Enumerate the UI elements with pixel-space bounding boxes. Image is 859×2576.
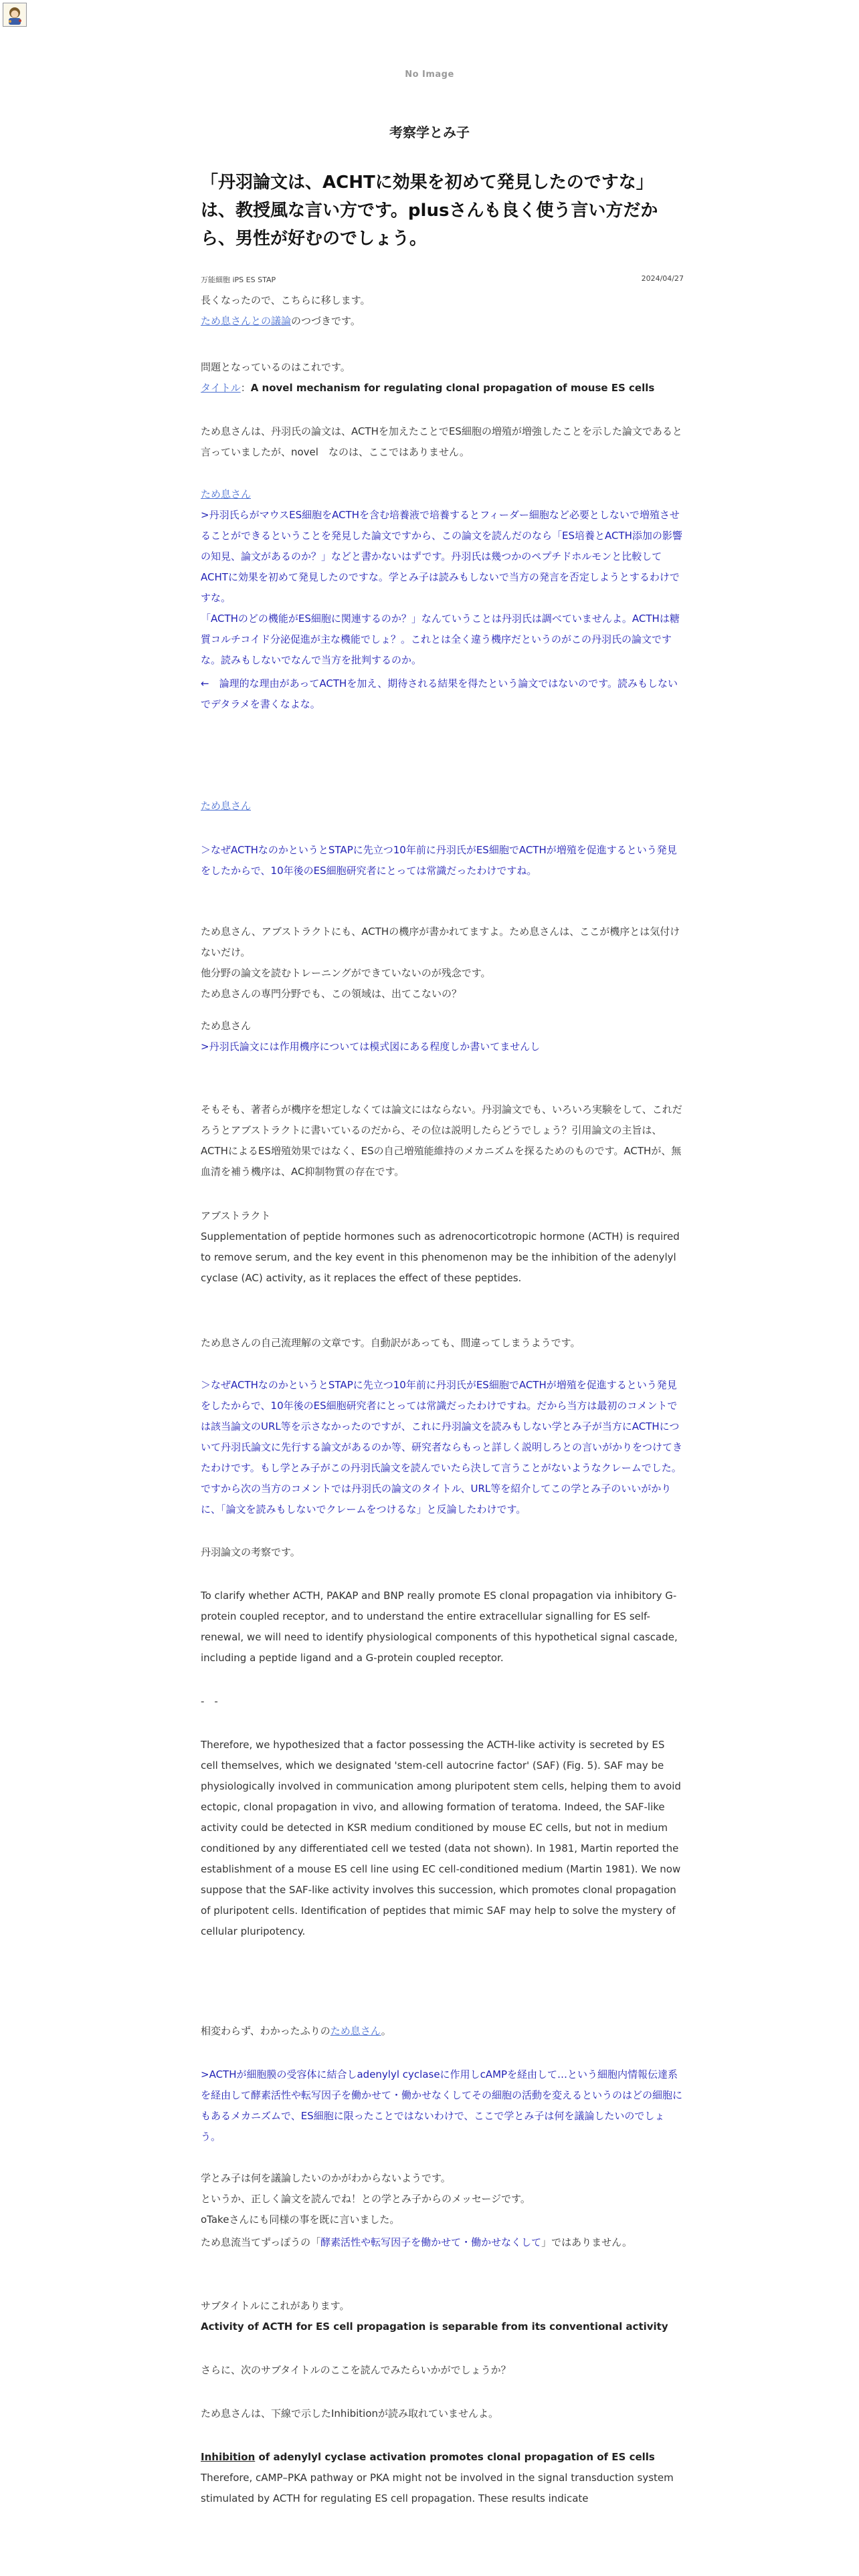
paragraph-inhibition: ため息さんは、下線で示したInhibitionが読み取れていませんよ。	[201, 2407, 499, 2420]
paragraph-pretend	[201, 2021, 684, 2042]
tameiki-link-1[interactable]: ため息さん	[201, 488, 252, 500]
tameiki-link-2[interactable]: ため息さん	[201, 800, 252, 812]
quote-block-4: ＞なぜACTHなのかというとSTAPに先立つ10年前に丹羽氏がES細胞でACTHが増殖を促進するという発見をしたからで、10年後のES細胞研究者にとっては常識だったわけですね。だから当方は最初のコメントでは該当論文のURL等を示さなかったのですが、これに丹羽論文を読みもしない学とみ子が当方にACTHについて丹羽氏論文に先行する論文があるのか等、研究者ならもっと詳しく説明しろとの言いがかりをつけてきたわけです。もし学とみ子がこの丹羽氏論文を読んでいたら決して言うことがないようなクレームでした。ですから次の当方のコメントでは丹羽氏の論文のタイトル、URL等を紹介してこの学とみ子のいいがかりに、「論文を読みもしないでクレームをつけるな」と反論したわけです。	[201, 1379, 683, 1515]
problem-line: 問題となっているのはこれです。	[201, 361, 351, 373]
guesswork-end: 」ではありません。	[541, 2236, 633, 2248]
title-link[interactable]: タイトル	[201, 382, 241, 394]
intro-continuation	[201, 311, 684, 332]
tameiki-link-3[interactable]: ため息さん	[330, 2025, 381, 2037]
post-date: 2024/04/27	[641, 274, 684, 283]
intro-continuation-text: のつづきです。	[291, 315, 361, 327]
paragraph-purpose: 学とみ子は何を議論したいのかがわからないようです。 というか、正しく論文を読んでね！との学とみ子からのメッセージです。 oTakeさんにも同様の事を既に言いました。	[201, 2172, 531, 2226]
paper-title-line	[201, 378, 684, 399]
subtitle-1: Activity of ACTH for ES cell propagation is separable from its conventional activity	[201, 2321, 668, 2333]
quote-block-1a: >丹羽氏らがマウスES細胞をACTHを含む培養液で培養するとフィーダー細胞など必要としないで増殖させることができるということを発見した論文ですから、この論文を読んだのなら「ES培養とACTH添加の影響の知見、論文があるのか？」などと書かないはずです。丹羽氏は幾つかのペプチドホルモンと比較してACHTに効果を初めて発見したのですな。学とみ子は読みもしないで当方の発言を否定しようとするわけですな。	[201, 509, 682, 604]
commenter-name-link	[201, 484, 684, 505]
subtitle-2	[201, 2447, 684, 2468]
post-category[interactable]: 万能細胞 iPS ES STAP	[201, 276, 276, 284]
quote-block-2: ＞なぜACTHなのかというとSTAPに先立つ10年前に丹羽氏がES細胞でACTHが増殖を促進するという発見をしたからで、10年後のES細胞研究者にとっては常識だったわけですね。	[201, 844, 677, 877]
guesswork-text: ため息流当てずっぽうの「	[201, 2236, 321, 2248]
blog-name[interactable]: 考察学とみ子	[389, 124, 470, 140]
quote-block-5: >ACTHが細胞膜の受容体に結合しadenylyl cyclaseに作用しcAMPを経由して…という細胞内情報伝達系を経由して酵素活性や転写因子を働かせて・働かせなくしてその細胞の活動を変えるというのはどの細胞にもあるメカニズムで、ES細胞に限ったことではないわけで、ここで学とみ子は何を議論したいのでしょう。	[201, 2068, 683, 2143]
discussion-link[interactable]: ため息さんとの議論	[201, 315, 292, 327]
abstract-text: Supplementation of peptide hormones such as adrenocorticotropic hormone (ACTH) is required to remove serum, and the key event in this phenomenon may be the inhibition of the adenylyl cyclase (AC) activity, as it replaces the effect of these peptides.	[201, 1230, 683, 1284]
discussion-excerpt-1: To clarify whether ACTH, PAKAP and BNP really promote ES clonal propagation via inhibitory G-protein coupled receptor, and to understand the entire extracellular signalling for ES self-renewal, we will need to identify physiological components of this hypothetical signal cascade, including a peptide ligand and a G-protein coupled receptor.	[201, 1590, 681, 1664]
avatar[interactable]	[3, 3, 27, 27]
pretend-text: 相変わらず、わかったふりの	[201, 2025, 330, 2037]
guesswork-quote: 酵素活性や転写因子を働かせて・働かせなくして	[320, 2236, 542, 2248]
paragraph-novel: ため息さんは、丹羽氏の論文は、ACTHを加えたことでES細胞の増殖が増強したことを示した論文であると言っていましたが、novel なのは、ここではありません。	[201, 425, 682, 458]
paragraph-abstract-mechanism: ため息さん、アブストラクトにも、ACTHの機序が書かれてますよ。ため息さんは、ここが機序とは気付けないだけ。 他分野の論文を読むトレーニングができていないのが残念です。 ため息さんの専門分野でも、この領域は、出てこないの？	[201, 926, 680, 1000]
quote-block-1b: 「ACTHのどの機能がES細胞に関連するのか？」なんていうことは丹羽氏は調べていませんよ。ACTHは糖質コルチコイド分泌促進が主な機能でしょ？。これとは全く違う機序だというのがこの丹羽氏の論文ですな。読みもしないでなんで当方を批判するのか。	[201, 613, 680, 666]
post-title: 「丹羽論文は、ACHTに効果を初めて発見したのですな」は、教授風な言い方です。plusさんも良く使う言い方だから、男性が好むのでしょう。	[201, 173, 658, 249]
pretend-period: 。	[381, 2025, 391, 2037]
subtitle-2-excerpt: Therefore, cAMP–PKA pathway or PKA might not be involved in the signal transduction system stimulated by ACTH for regulating ES cell propagation. These results indicate	[201, 2472, 677, 2504]
title-colon: ：	[240, 382, 251, 394]
quote-block-3: >丹羽氏論文には作用機序については模式図にある程度しか書いてませんし	[201, 1041, 541, 1053]
avatar-image	[4, 4, 25, 25]
paper-title: A novel mechanism for regulating clonal propagation of mouse ES cells	[250, 382, 655, 394]
paragraph-discussion-intro: 丹羽論文の考察です。	[201, 1546, 300, 1558]
paragraph-mechanism: そもそも、著者らが機序を想定しなくては論文にはならない。丹羽論文でも、いろいろ実験をして、これだろうとアブストラクトに書いているのだから、その位は説明したらどうでしょう？引用論文の主旨は、ACTHによるES増殖効果ではなく、ESの自己増殖能維持のメカニズムを探るためのものです。ACTHが、無血清を補う機序は、AC抑制物質の存在です。	[201, 1103, 682, 1178]
discussion-excerpt-2: Therefore, we hypothesized that a factor possessing the ACTH-like activity is secreted by ES cell themselves, which we designated 'stem-cell autocrine factor' (SAF) (Fig. 5). SAF may be physiologically involved in communication among pluripotent stem cells, helping them to avoid ectopic, clonal propagation in vivo, and allowing formation of teratoma. Indeed, the SAF-like activity could be detected in KSR medium conditioned by mouse EC cells, but not in medium conditioned by any differentiated cell we tested (data not shown). In 1981, Martin reported the establishment of a mouse ES cell line using EC cell-conditioned medium (Martin 1981). We now suppose that the SAF-like activity involves this succession, which promotes clonal propagation of pluripotent cells. Identification of peptides that mimic SAF may help to solve the mystery of cellular pluripotency.	[201, 1739, 684, 1937]
paragraph-self-translation: ため息さんの自己流理解の文章です。自動訳があっても、間違ってしまうようです。	[201, 1337, 581, 1349]
intro-line: 長くなったので、こちらに移します。	[201, 294, 371, 306]
paragraph-next-subtitle: さらに、次のサブタイトルのここを読んでみたらいかがでしょうか？	[201, 2364, 511, 2376]
subtitle-2-underlined: Inhibition	[201, 2451, 256, 2463]
commenter-name-3: ため息さん	[201, 1020, 252, 1032]
commenter-name-link-2	[201, 796, 684, 817]
subtitle-2-rest: of adenylyl cyclase activation promotes clonal propagation of ES cells	[255, 2451, 655, 2463]
reply-arrow-paragraph: ← 論理的な理由があってACTHを加え、期待される結果を得たという論文ではないのです。読みもしないでデタラメを書くなよな。	[201, 677, 678, 710]
post-meta	[201, 274, 684, 285]
paragraph-subtitle-intro: サブタイトルにこれがあります。	[201, 2300, 350, 2312]
excerpt-separator: - -	[201, 1695, 218, 1707]
no-image-placeholder: No Image	[405, 70, 454, 80]
abstract-label: アブストラクト	[201, 1210, 271, 1222]
paragraph-guesswork	[201, 2232, 684, 2253]
